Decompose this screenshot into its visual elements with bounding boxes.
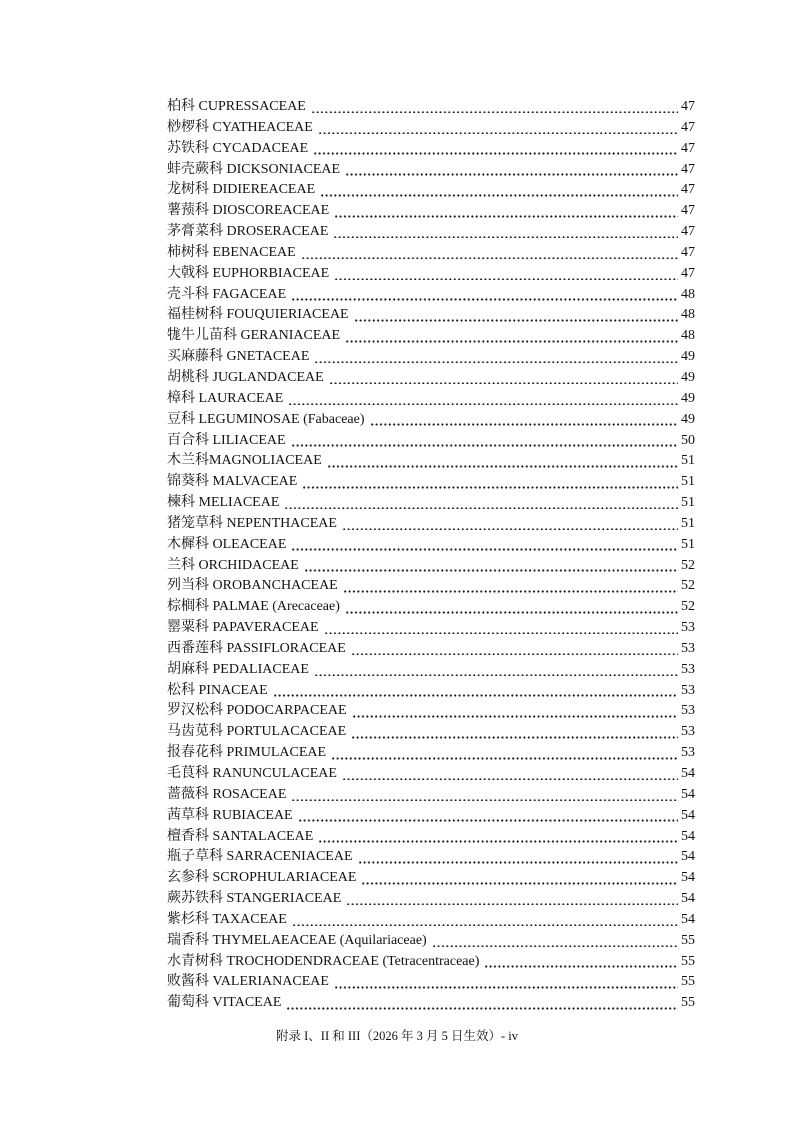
dot-leader — [327, 451, 678, 467]
dot-leader — [313, 139, 678, 155]
dot-leader — [345, 597, 678, 613]
toc-entry[interactable] — [167, 993, 695, 1014]
toc-page-number: 54 — [681, 911, 695, 927]
toc-page-number: 53 — [681, 703, 695, 719]
toc-page-number: 53 — [681, 682, 695, 698]
toc-entry-label: 西番莲科 PASSIFLORACEAE — [167, 640, 346, 656]
toc-entry[interactable] — [167, 722, 695, 743]
toc-entry-label: 棕榈科 PALMAE (Arecaceae) — [167, 599, 340, 615]
toc-page-number: 49 — [681, 369, 695, 385]
dot-leader — [345, 326, 678, 342]
toc-entry-label: 福桂树科 FOUQUIERIACEAE — [167, 307, 349, 323]
toc-entry[interactable] — [167, 889, 695, 910]
dot-leader — [324, 618, 678, 634]
dot-leader — [358, 847, 678, 863]
toc-entry[interactable] — [167, 868, 695, 889]
dot-leader — [284, 493, 678, 509]
toc-entry-label: 壳斗科 FAGACEAE — [167, 286, 287, 302]
dot-leader — [320, 180, 678, 196]
toc-entry-label: 败酱科 VALERIANACEAE — [167, 974, 329, 990]
toc-entry[interactable] — [167, 97, 695, 118]
toc-entry-label: 紫杉科 TAXACEAE — [167, 911, 287, 927]
dot-leader — [273, 681, 678, 697]
toc-page-number: 54 — [681, 891, 695, 907]
toc-page-number: 54 — [681, 786, 695, 802]
dot-leader — [291, 535, 678, 551]
toc-entry-label: 毛茛科 RANUNCULACEAE — [167, 766, 337, 781]
toc-entry[interactable] — [167, 410, 695, 431]
toc-page-number: 47 — [681, 265, 695, 281]
toc-entry-label: 瑞香科 THYMELAEACEAE (Aquilariaceae) — [167, 932, 427, 948]
toc-entry-label: 楝科 MELIACEAE — [167, 495, 280, 511]
toc-page-number: 54 — [681, 828, 695, 844]
toc-page-number: 52 — [681, 578, 695, 594]
toc-entry-label: 苏铁科 CYCADACEAE — [167, 140, 309, 156]
toc-entry[interactable] — [167, 160, 695, 181]
toc-entry-label: 檀香科 SANTALACEAE — [167, 828, 314, 844]
toc-page-number: 53 — [681, 620, 695, 636]
toc-entry-label: 玄参科 SCROPHULARIACEAE — [167, 870, 357, 886]
dot-leader — [342, 514, 678, 530]
toc-page-number: 48 — [681, 286, 695, 302]
toc-entry[interactable] — [167, 639, 695, 660]
dot-leader — [318, 827, 678, 843]
toc-page-number: 49 — [681, 390, 695, 406]
toc-page-number: 47 — [681, 161, 695, 177]
toc-page-number: 55 — [681, 974, 695, 990]
toc-entry[interactable] — [167, 681, 695, 702]
toc-page-number: 49 — [681, 411, 695, 427]
toc-entry[interactable] — [167, 451, 695, 472]
toc-entry[interactable] — [167, 972, 695, 993]
toc-entry[interactable] — [167, 931, 695, 952]
dot-leader — [345, 160, 678, 176]
dot-leader — [288, 389, 678, 405]
toc-page-number: 51 — [681, 453, 695, 469]
toc-page-number: 54 — [681, 849, 695, 865]
dot-leader — [334, 972, 678, 988]
toc-entry-label: 蔷薇科 ROSACEAE — [167, 786, 287, 802]
toc-entry[interactable] — [167, 326, 695, 347]
dot-leader — [329, 368, 678, 384]
toc-entry[interactable] — [167, 472, 695, 493]
dot-leader — [291, 431, 678, 447]
table-of-contents — [167, 97, 695, 1014]
toc-entry[interactable] — [167, 264, 695, 285]
toc-entry-label: 茜草科 RUBIACEAE — [167, 807, 293, 823]
toc-entry[interactable] — [167, 201, 695, 222]
toc-page-number: 54 — [681, 766, 695, 781]
toc-entry-label: 百合科 LILIACEAE — [167, 432, 286, 448]
dot-leader — [331, 743, 678, 759]
toc-entry[interactable] — [167, 556, 695, 577]
toc-page-number: 48 — [681, 328, 695, 344]
toc-entry-label: 龙树科 DIDIEREACEAE — [167, 182, 316, 198]
page-footer: 附录 I、II 和 III（2026 年 3 月 5 日生效）- iv — [276, 1029, 518, 1043]
dot-leader — [342, 764, 678, 780]
dot-leader — [298, 806, 678, 822]
toc-entry[interactable] — [167, 389, 695, 410]
toc-page-number: 52 — [681, 599, 695, 615]
toc-entry[interactable] — [167, 847, 695, 868]
toc-page-number: 51 — [681, 536, 695, 552]
toc-entry[interactable] — [167, 139, 695, 160]
toc-entry-label: 木樨科 OLEACEAE — [167, 536, 287, 552]
toc-entry-label: 锦葵科 MALVACEAE — [167, 474, 298, 490]
toc-entry[interactable] — [167, 305, 695, 326]
dot-leader — [314, 347, 678, 363]
toc-entry-label: 马齿苋科 PORTULACACEAE — [167, 724, 347, 740]
toc-entry[interactable] — [167, 827, 695, 848]
toc-page-number: 47 — [681, 140, 695, 156]
dot-leader — [484, 952, 678, 968]
toc-entry-label: 蚌壳蕨科 DICKSONIACEAE — [167, 161, 341, 177]
toc-entry-label: 水青树科 TROCHODENDRACEAE (Tetracentraceae) — [167, 953, 480, 969]
dot-leader — [304, 556, 678, 572]
toc-entry-label: 木兰科MAGNOLIACEAE — [167, 453, 322, 469]
toc-entry-label: 豆科 LEGUMINOSAE (Fabaceae) — [167, 411, 365, 427]
toc-entry-label: 报春花科 PRIMULACEAE — [167, 745, 327, 761]
toc-entry[interactable] — [167, 368, 695, 389]
toc-entry[interactable] — [167, 660, 695, 681]
toc-page-number: 53 — [681, 724, 695, 740]
toc-entry-label: 大戟科 EUPHORBIACEAE — [167, 265, 330, 281]
toc-entry-label: 松科 PINACEAE — [167, 682, 268, 698]
toc-page-number: 50 — [681, 432, 695, 448]
dot-leader — [318, 118, 678, 134]
toc-entry-label: 薯蓣科 DIOSCOREACEAE — [167, 203, 330, 219]
dot-leader — [346, 889, 678, 905]
toc-entry[interactable] — [167, 764, 695, 785]
toc-entry[interactable] — [167, 243, 695, 264]
toc-entry-label: 罗汉松科 PODOCARPACEAE — [167, 703, 347, 719]
toc-entry[interactable] — [167, 285, 695, 306]
toc-page-number: 47 — [681, 182, 695, 198]
toc-entry[interactable] — [167, 597, 695, 618]
toc-page-number: 55 — [681, 995, 695, 1011]
toc-entry-label: 樟科 LAURACEAE — [167, 390, 284, 406]
dot-leader — [352, 701, 678, 717]
toc-entry[interactable] — [167, 514, 695, 535]
toc-entry[interactable] — [167, 785, 695, 806]
toc-entry[interactable] — [167, 701, 695, 722]
toc-entry-label: 桫椤科 CYATHEACEAE — [167, 119, 313, 135]
dot-leader — [351, 722, 678, 738]
toc-entry-label: 买麻藤科 GNETACEAE — [167, 349, 310, 365]
toc-entry-label: 葡萄科 VITACEAE — [167, 995, 282, 1011]
dot-leader — [432, 931, 678, 947]
toc-entry[interactable] — [167, 347, 695, 368]
toc-entry-label: 猪笼草科 NEPENTHACEAE — [167, 515, 337, 531]
toc-page-number: 51 — [681, 474, 695, 490]
toc-entry[interactable] — [167, 743, 695, 764]
toc-entry[interactable] — [167, 222, 695, 243]
toc-page-number: 47 — [681, 99, 695, 114]
toc-page-number: 47 — [681, 119, 695, 135]
toc-entry[interactable] — [167, 431, 695, 452]
dot-leader — [351, 639, 678, 655]
toc-page-number: 53 — [681, 745, 695, 761]
toc-entry-label: 瓶子草科 SARRACENIACEAE — [167, 849, 353, 865]
dot-leader — [370, 410, 679, 426]
dot-leader — [314, 660, 678, 676]
dot-leader — [291, 785, 678, 801]
toc-entry[interactable] — [167, 952, 695, 973]
toc-entry-label: 茅膏菜科 DROSERACEAE — [167, 224, 329, 240]
toc-entry[interactable] — [167, 118, 695, 139]
toc-entry-label: 柿树科 EBENACEAE — [167, 244, 296, 260]
toc-entry-label: 胡麻科 PEDALIACEAE — [167, 661, 309, 677]
dot-leader — [354, 305, 678, 321]
dot-leader — [334, 264, 678, 280]
toc-entry[interactable] — [167, 493, 695, 514]
toc-entry-label: 牻牛儿苗科 GERANIACEAE — [167, 328, 341, 344]
dot-leader — [302, 472, 678, 488]
toc-entry-label: 蕨苏铁科 STANGERIACEAE — [167, 891, 342, 907]
dot-leader — [286, 993, 678, 1009]
toc-page-number: 55 — [681, 932, 695, 948]
toc-page-number: 51 — [681, 495, 695, 511]
toc-page-number: 53 — [681, 661, 695, 677]
toc-page-number: 53 — [681, 640, 695, 656]
toc-entry-label: 列当科 OROBANCHACEAE — [167, 578, 338, 594]
toc-entry-label: 胡桃科 JUGLANDACEAE — [167, 369, 324, 385]
toc-page-number: 47 — [681, 203, 695, 219]
toc-page-number: 54 — [681, 807, 695, 823]
toc-entry[interactable] — [167, 806, 695, 827]
dot-leader — [291, 285, 678, 301]
dot-leader — [343, 576, 678, 592]
toc-entry[interactable] — [167, 576, 695, 597]
toc-page-number: 54 — [681, 870, 695, 886]
dot-leader — [333, 222, 678, 238]
toc-entry[interactable] — [167, 910, 695, 931]
toc-page-number: 52 — [681, 557, 695, 573]
toc-page-number: 48 — [681, 307, 695, 323]
toc-entry[interactable] — [167, 618, 695, 639]
toc-entry-label: 罂粟科 PAPAVERACEAE — [167, 620, 319, 636]
toc-entry-label: 兰科 ORCHIDACEAE — [167, 557, 299, 573]
dot-leader — [311, 97, 678, 113]
toc-entry-label: 柏科 CUPRESSACEAE — [167, 99, 306, 114]
dot-leader — [361, 868, 678, 884]
toc-page-number: 47 — [681, 224, 695, 240]
toc-page-number: 47 — [681, 244, 695, 260]
toc-entry[interactable] — [167, 180, 695, 201]
dot-leader — [334, 201, 678, 217]
dot-leader — [292, 910, 678, 926]
toc-page-number: 55 — [681, 953, 695, 969]
dot-leader — [301, 243, 678, 259]
toc-entry[interactable] — [167, 535, 695, 556]
toc-page-number: 49 — [681, 349, 695, 365]
toc-page-number: 51 — [681, 515, 695, 531]
